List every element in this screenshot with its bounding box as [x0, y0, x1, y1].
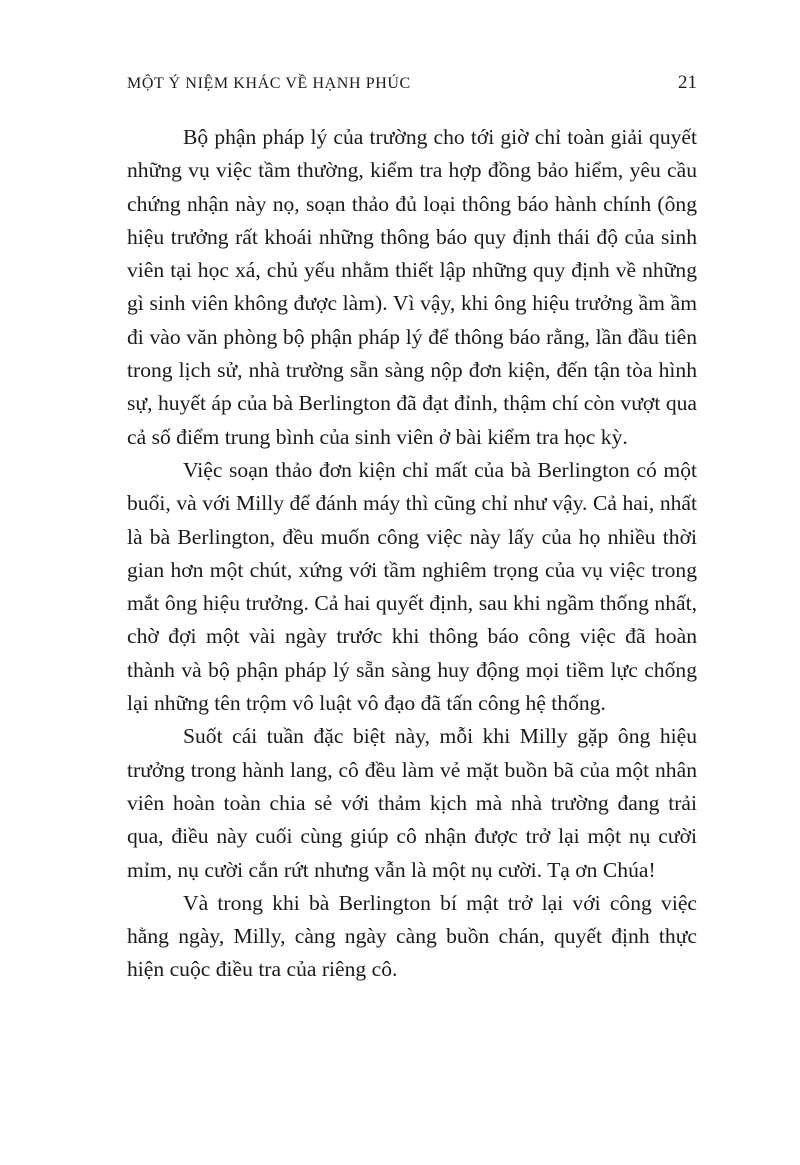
running-title: MỘT Ý NIỆM KHÁC VỀ HẠNH PHÚC — [127, 75, 411, 92]
paragraph-1: Bộ phận pháp lý của trường cho tới giờ chỉ toàn giải quyết những vụ việc tầm thường, kiểm tra hợp đồng bảo hiểm, yêu cầu chứng nhận này nọ, soạn thảo đủ loại thông báo hành chính (ông hiệu trưởng rất khoái những thông báo quy định thái độ của sinh viên tại học xá, chủ yếu nhằm thiết lập những quy định về những gì sinh viên không được làm). Vì vậy, khi ông hiệu trưởng ầm ầm đi vào văn phòng bộ phận pháp lý để thông báo rằng, lần đầu tiên trong lịch sử, nhà trường sẵn sàng nộp đơn kiện, đến tận tòa hình sự, huyết áp của bà Berlington đã đạt đỉnh, thậm chí còn vượt qua cả số điểm trung bình của sinh viên ở bài kiểm tra học kỳ. — [127, 125, 697, 449]
paragraph-3: Suốt cái tuần đặc biệt này, mỗi khi Milly gặp ông hiệu trưởng trong hành lang, cô đều làm vẻ mặt buồn bã của một nhân viên hoàn toàn chia sẻ với thảm kịch mà nhà trường đang trải qua, điều này cuối cùng giúp cô nhận được trở lại một nụ cười mỉm, nụ cười cắn rứt nhưng vẫn là một nụ cười. Tạ ơn Chúa! — [127, 724, 697, 882]
paragraph-4: Và trong khi bà Berlington bí mật trở lại với công việc hằng ngày, Milly, càng ngày càng buồn chán, quyết định thực hiện cuộc điều tra của riêng cô. — [127, 890, 697, 982]
paragraph-2: Việc soạn thảo đơn kiện chỉ mất của bà Berlington có một buổi, và với Milly để đánh máy thì cũng chỉ như vậy. Cả hai, nhất là bà Berlington, đều muốn công việc này lấy của họ nhiều thời gian hơn một chút, xứng với tầm nghiêm trọng của vụ việc trong mắt ông hiệu trưởng. Cả hai quyết định, sau khi ngầm thống nhất, chờ đợi một vài ngày trước khi thông báo công việc đã hoàn thành và bộ phận pháp lý sẵn sàng huy động mọi tiềm lực chống lại những tên trộm vô luật vô đạo đã tấn công hệ thống. — [127, 457, 697, 716]
page-number: 21 — [678, 72, 697, 93]
body-text — [127, 121, 697, 987]
running-header — [127, 72, 697, 96]
